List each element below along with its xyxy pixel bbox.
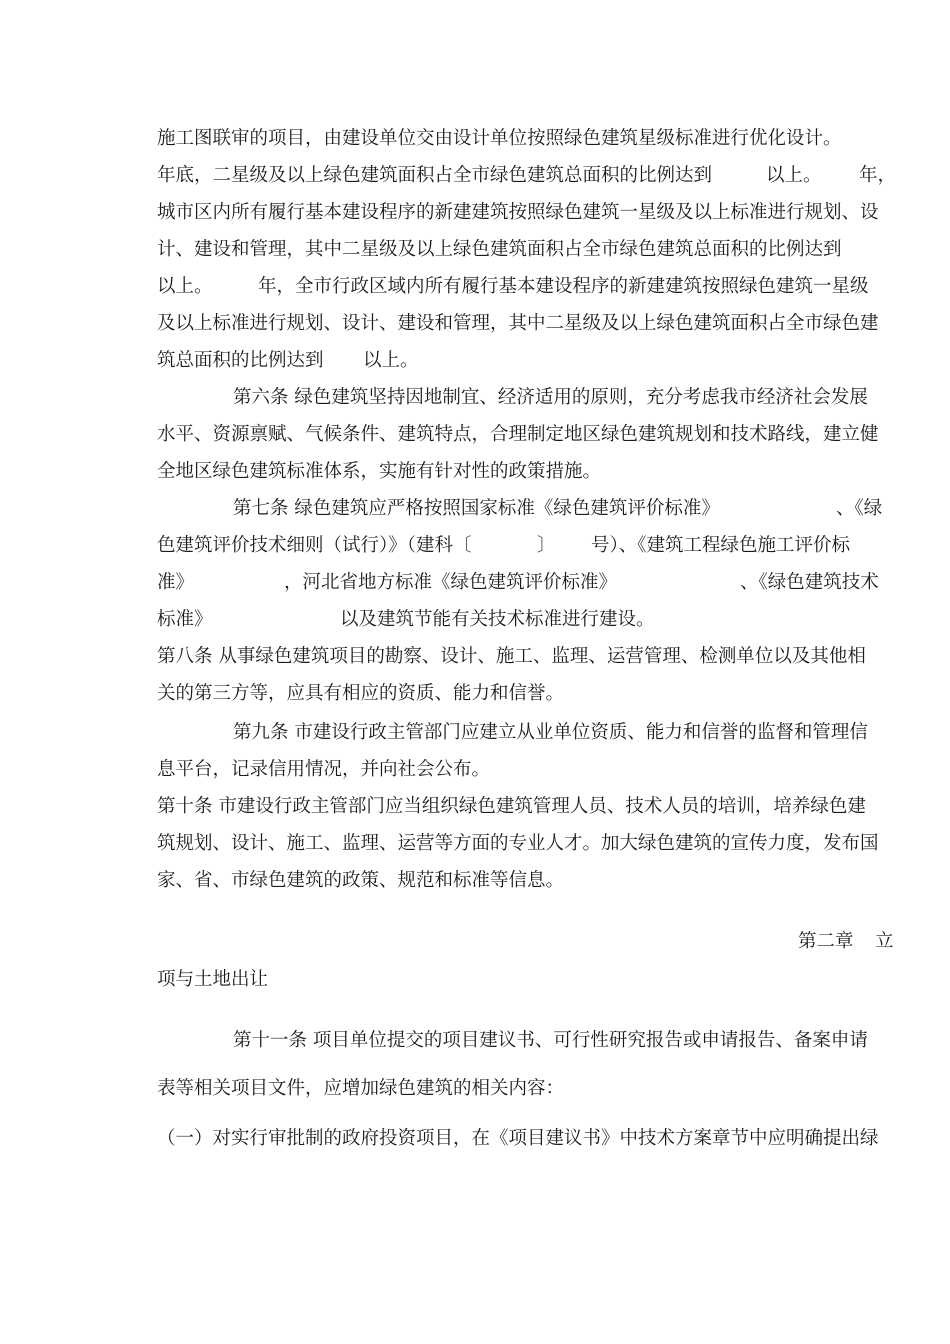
chapter-heading-continued: 项与土地出让 [157,969,269,990]
list-item: （一）对实行审批制的政府投资项目，在《项目建议书》中技术方案章节中应明确提出绿 [157,1128,879,1149]
article-9: 第九条 市建设行政主管部门应建立从业单位资质、能力和信誉的监督和管理信 [233,722,868,743]
text-line: 及以上标准进行规划、设计、建设和管理，其中二星级及以上绿色建筑面积占全市绿色建 [157,313,879,334]
text-line: 息平台，记录信用情况，并向社会公布。 [157,759,491,780]
text-line: 表等相关项目文件，应增加绿色建筑的相关内容： [157,1078,565,1099]
article-8: 第八条 从事绿色建筑项目的勘察、设计、施工、监理、运营管理、检测单位以及其他相 [157,646,866,667]
text-line: 关的第三方等，应具有相应的资质、能力和信誉。 [157,683,565,704]
text-line: 水平、资源禀赋、气候条件、建筑特点，合理制定地区绿色建筑规划和技术路线，建立健 [157,424,879,445]
article-6: 第六条 绿色建筑坚持因地制宜、经济适用的原则，充分考虑我市经济社会发展 [233,387,868,408]
text-line: 城市区内所有履行基本建设程序的新建建筑按照绿色建筑一星级及以上标准进行规划、设 [157,202,879,223]
text-line: 施工图联审的项目，由建设单位交由设计单位按照绿色建筑星级标准进行优化设计。 [157,128,842,149]
text-line: 家、省、市绿色建筑的政策、规范和标准等信息。 [157,870,565,891]
text-line: 计、建设和管理，其中二星级及以上绿色建筑面积占全市绿色建筑总面积的比例达到 [157,239,842,260]
text-line: 筑规划、设计、施工、监理、运营等方面的专业人才。加大绿色建筑的宣传力度，发布国 [157,833,879,854]
text-line: 全地区绿色建筑标准体系，实施有针对性的政策措施。 [157,461,602,482]
article-11: 第十一条 项目单位提交的项目建议书、可行性研究报告或申请报告、备案申请 [233,1030,868,1051]
article-10: 第十条 市建设行政主管部门应当组织绿色建筑管理人员、技术人员的培训，培养绿色建 [157,796,866,817]
